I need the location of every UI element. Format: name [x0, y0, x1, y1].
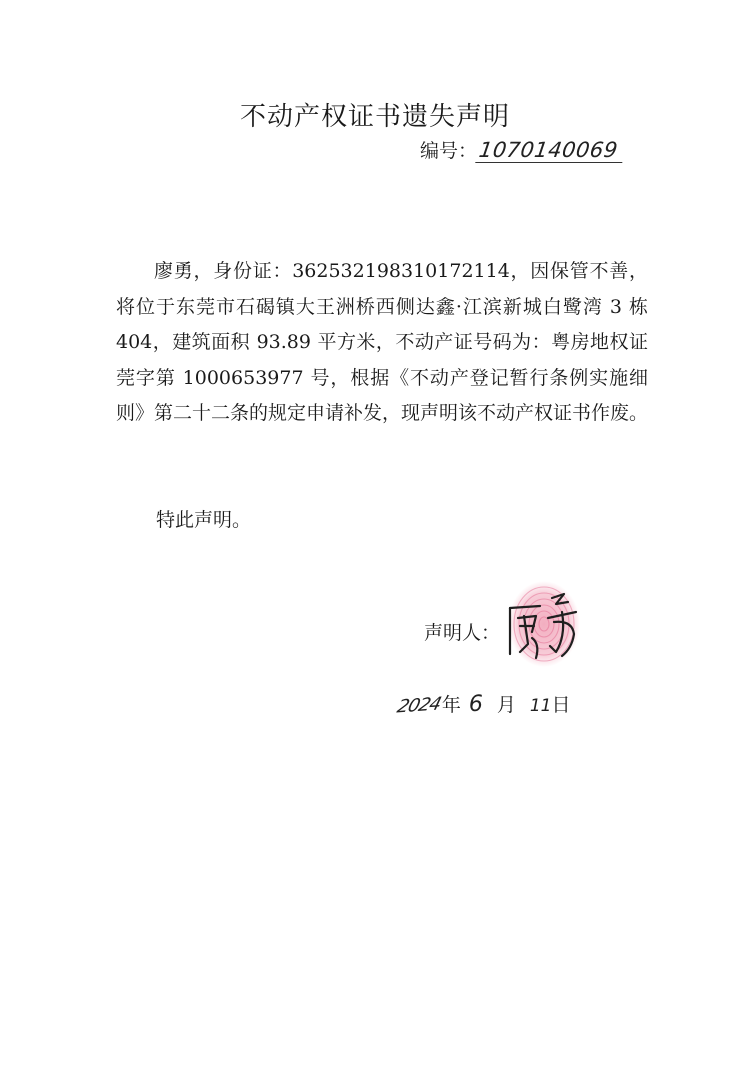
- date-year: 2024: [394, 693, 443, 718]
- declarant-label: 声明人：: [424, 622, 501, 644]
- statement-body: 廖勇，身份证：362532198310172114，因保管不善，将位于东莞市石碣镇大王洲桥西侧达鑫·江滨新城白鹭湾 3 栋 404，建筑面积 93.89 平方米，不动产证号码为：粤房地权证莞字第 1000653977 号，根据《不动产登记暂行条例实施细则》第二十二条的规定申请补发，现声明该不动产权证书作废。: [116, 260, 649, 424]
- date-month: 6: [468, 692, 483, 717]
- declaration-date: [394, 690, 571, 718]
- date-day: 11: [529, 696, 552, 716]
- serial-value: 1070140069: [475, 138, 625, 163]
- declarant-line: [424, 618, 500, 645]
- serial-label: 编号：: [420, 140, 478, 162]
- handwritten-signature: [506, 586, 588, 666]
- serial-number: [420, 136, 624, 163]
- document-title: 不动产权证书遗失声明: [239, 102, 510, 132]
- date-day-suffix: 日: [551, 694, 571, 716]
- closing-statement: 特此声明。: [156, 509, 252, 531]
- date-year-suffix: 年: [441, 694, 461, 716]
- date-month-suffix: 月: [496, 694, 516, 716]
